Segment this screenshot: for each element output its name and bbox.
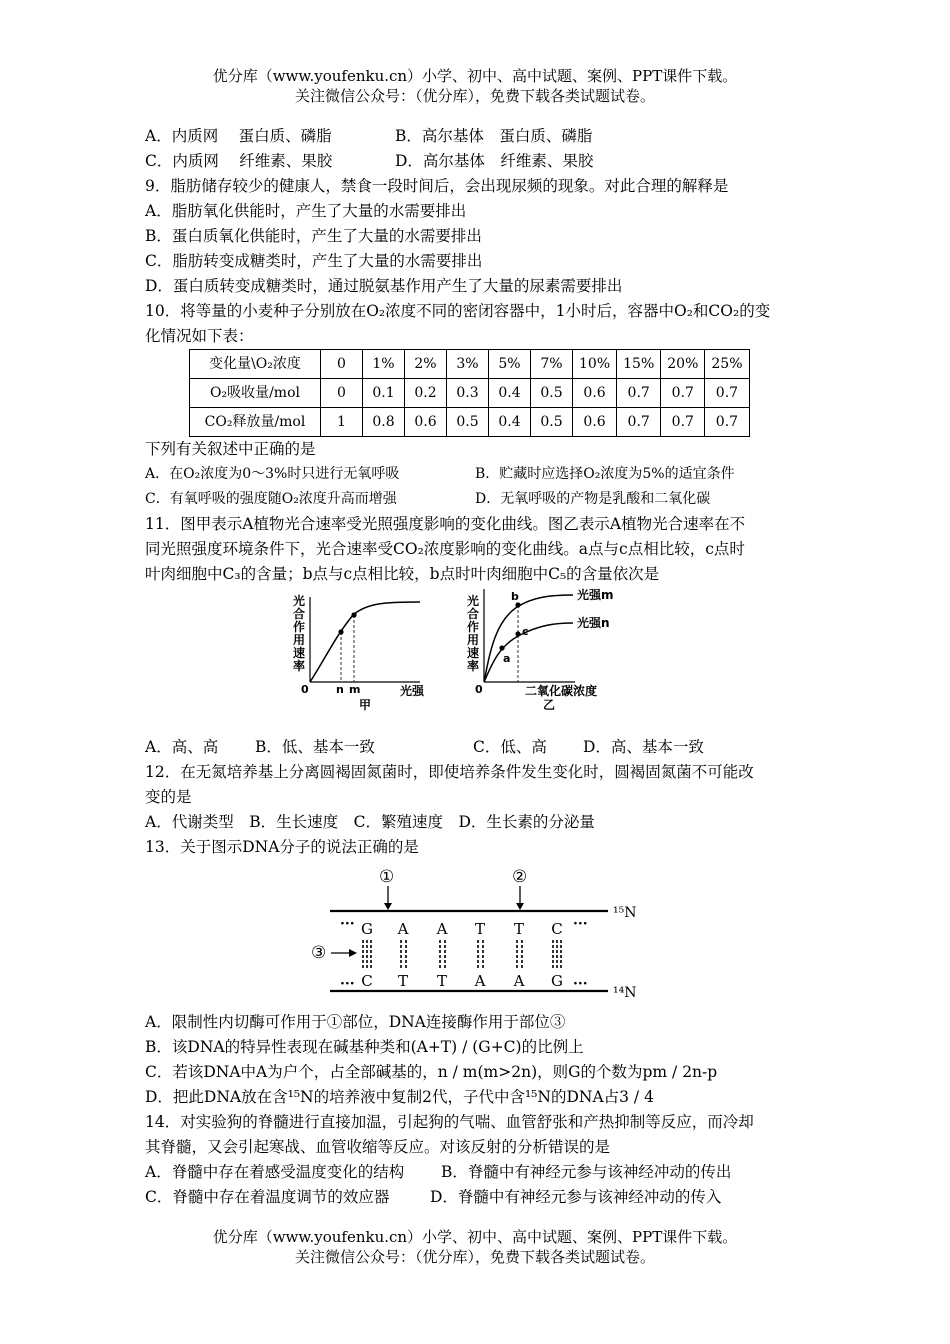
q11-stem-2: 同光照强度环境条件下，光合速率受CO₂浓度影响的变化曲线。a点与c点相比较，c点时	[145, 540, 745, 558]
bottom-strand-label: ¹⁴N	[613, 985, 637, 1001]
q10-row-2	[145, 487, 810, 512]
base: A	[397, 920, 409, 938]
table-cell: 0.8	[363, 408, 405, 437]
header-line-2: 关注微信公众号：（优分库），免费下载各类试题试卷。	[294, 87, 655, 105]
y-label-char: 光	[467, 594, 480, 608]
arrow-2-head	[516, 903, 524, 910]
q9-option-b: B．蛋白质氧化供能时，产生了大量的水需要排出	[145, 227, 482, 245]
q8-option-d: D．高尔基体 纤维素、果胶	[395, 152, 594, 170]
base: T	[436, 972, 448, 990]
table-cell: 0.6	[405, 408, 447, 437]
point-a	[499, 645, 504, 650]
curve-jia	[310, 602, 420, 682]
table-cell: 0.7	[705, 379, 749, 408]
q10-option-c: C．有氧呼吸的强度随O₂浓度升高而增强	[145, 491, 397, 507]
footer-line-1: 优分库（www.youfenku.cn）小学、初中、高中试题、案例、PPT课件下载。	[212, 1228, 738, 1246]
table-cell: 0.7	[705, 408, 749, 437]
q11-option-d: D．高、基本一致	[583, 738, 704, 756]
x-label-jia: 光强	[400, 684, 425, 698]
q13-stem: 13．关于图示DNA分子的说法正确的是	[145, 838, 419, 856]
curve-m	[484, 595, 573, 682]
table-cell: 0	[321, 350, 363, 379]
mark-1: ①	[379, 867, 395, 887]
table-cell: 0.1	[363, 379, 405, 408]
origin-label: 0	[475, 683, 483, 696]
q11-stem-3: 叶肉细胞中C₃的含量；b点与c点相比较，b点时叶肉细胞中C₅的含量依次是	[145, 565, 660, 583]
mark-2: ②	[512, 867, 528, 887]
graph-yi	[467, 587, 614, 712]
dots: ···	[340, 916, 355, 932]
q12-stem-1: 12．在无氮培养基上分离圆褐固氮菌时，即使培养条件发生变化时，圆褐固氮菌不可能改	[145, 763, 754, 781]
q14-option-c: C．脊髓中存在着温度调节的效应器	[145, 1188, 390, 1206]
label-a: a	[503, 652, 511, 665]
q13-option-c: C．若该DNA中A为户个，占全部碱基的，n / m(m>2n)，则G的个数为pm / 2n-p	[145, 1063, 718, 1081]
table-cell: 0.7	[661, 408, 705, 437]
dots: ···	[573, 916, 588, 932]
table-cell: CO₂释放量/mol	[190, 408, 321, 437]
origin-label: 0	[301, 683, 309, 696]
caption-yi: 乙	[543, 698, 556, 712]
y-label-char: 速	[293, 646, 306, 660]
q10-row-1	[145, 462, 810, 487]
table-cell: 0.5	[531, 408, 573, 437]
q14-option-d: D．脊髓中有神经元参与该神经冲动的传入	[430, 1188, 722, 1206]
table-cell: 0	[321, 379, 363, 408]
page-header	[0, 66, 950, 106]
point-c	[515, 631, 520, 636]
arrow-3-head	[349, 949, 357, 957]
header-line-1: 优分库（www.youfenku.cn）小学、初中、高中试题、案例、PPT课件下载。	[212, 67, 738, 85]
table-cell: 15%	[617, 350, 661, 379]
table-cell: 5%	[489, 350, 531, 379]
q10-option-b: B．贮藏时应选择O₂浓度为5%的适宜条件	[475, 466, 735, 482]
table-cell: 0.4	[489, 379, 531, 408]
y-label-char: 作	[293, 620, 306, 634]
table-cell: 10%	[573, 350, 617, 379]
table-cell: 20%	[661, 350, 705, 379]
q12-options: A．代谢类型 B．生长速度 C．繁殖速度 D．生长素的分泌量	[145, 813, 595, 831]
q14-option-a: A．脊髓中存在着感受温度变化的结构	[145, 1163, 405, 1181]
label-c: c	[522, 625, 529, 638]
point-b	[515, 602, 520, 607]
dots: ···	[340, 976, 355, 992]
dna-diagram	[145, 860, 810, 1010]
base: T	[397, 972, 409, 990]
base: T	[513, 920, 525, 938]
dna-figure	[145, 860, 810, 1010]
base: A	[474, 972, 486, 990]
q10-stem-2: 化情况如下表：	[145, 327, 254, 345]
base: G	[361, 920, 373, 938]
caption-jia: 甲	[359, 698, 372, 712]
arrow-1-head	[384, 903, 392, 910]
tick-m-label: m	[349, 683, 361, 696]
base: C	[361, 972, 373, 990]
y-label-char: 光	[293, 594, 306, 608]
photosynthesis-figure	[145, 587, 810, 735]
oxygen-table	[189, 349, 750, 437]
base: C	[551, 920, 563, 938]
q10-option-d: D．无氧呼吸的产物是乳酸和二氧化碳	[475, 491, 711, 507]
page-footer	[0, 1227, 950, 1267]
point-n	[338, 629, 343, 634]
q13-option-b: B．该DNA的特异性表现在碱基种类和(A+T) / (G+C)的比例上	[145, 1038, 584, 1056]
q14-stem-2: 其脊髓，又会引起寒战、血管收缩等反应。对该反射的分析错误的是	[145, 1138, 611, 1156]
base: T	[474, 920, 486, 938]
curve-n-label: 光强n	[577, 616, 610, 630]
table-cell: 1%	[363, 350, 405, 379]
table-cell: 0.7	[617, 379, 661, 408]
top-strand-label: ¹⁵N	[613, 905, 637, 921]
y-label-char: 率	[293, 659, 306, 673]
q11-option-c: C．低、高	[473, 738, 547, 756]
table-cell: O₂吸收量/mol	[190, 379, 321, 408]
q9-option-d: D．蛋白质转变成糖类时，通过脱氨基作用产生了大量的尿素需要排出	[145, 277, 623, 295]
y-label-char: 用	[467, 633, 480, 647]
q9-option-a: A．脂肪氧化供能时，产生了大量的水需要排出	[145, 202, 467, 220]
curve-m-label: 光强m	[577, 588, 614, 602]
table-cell: 0.7	[661, 379, 705, 408]
tick-n-label: n	[336, 683, 344, 696]
table-cell: 1	[321, 408, 363, 437]
table-cell: 7%	[531, 350, 573, 379]
y-label-char: 合	[293, 607, 306, 621]
q9-stem: 9．脂肪储存较少的健康人，禁食一段时间后，会出现尿频的现象。对此合理的解释是	[145, 177, 729, 195]
q12-stem-2: 变的是	[145, 788, 192, 806]
q10-stem-1: 10．将等量的小麦种子分别放在O₂浓度不同的密闭容器中，1小时后，容器中O₂和CO₂的变	[145, 302, 771, 320]
table-cell: 3%	[447, 350, 489, 379]
q8-option-c: C．内质网 纤维素、果胶	[145, 152, 333, 170]
table-cell: 0.3	[447, 379, 489, 408]
q10-option-a: A．在O₂浓度为0～3%时只进行无氧呼吸	[145, 466, 400, 482]
table-cell: 0.4	[489, 408, 531, 437]
q10-after: 下列有关叙述中正确的是	[145, 440, 316, 458]
table-cell: 25%	[705, 350, 749, 379]
dots: ···	[573, 976, 588, 992]
q13-option-a: A．限制性内切酶可作用于①部位，DNA连接酶作用于部位③	[145, 1013, 566, 1031]
y-label-char: 率	[467, 659, 480, 673]
base: A	[513, 972, 525, 990]
q8-option-b: B．高尔基体 蛋白质、磷脂	[395, 127, 593, 145]
photosynthesis-graphs	[145, 587, 810, 735]
base: G	[551, 972, 563, 990]
exam-content	[145, 124, 810, 1210]
q11-stem-1: 11．图甲表示A植物光合速率受光照强度影响的变化曲线。图乙表示A植物光合速率在不	[145, 515, 746, 533]
q8-row-2	[145, 149, 810, 174]
q11-option-a: A．高、高	[145, 738, 219, 756]
q9-option-c: C．脂肪转变成糖类时，产生了大量的水需要排出	[145, 252, 483, 270]
q14-row-2	[145, 1185, 810, 1210]
table-cell: 0.6	[573, 379, 617, 408]
q11-options	[145, 735, 810, 760]
table-row	[190, 379, 750, 408]
table-cell: 变化量\O₂浓度	[190, 350, 321, 379]
q14-option-b: B．脊髓中有神经元参与该神经冲动的传出	[441, 1163, 732, 1181]
y-label-char: 作	[467, 620, 480, 634]
table-cell: 2%	[405, 350, 447, 379]
hydrogen-bonds	[363, 940, 561, 970]
q13-option-d: D．把此DNA放在含¹⁵N的培养液中复制2代，子代中含¹⁵N的DNA占3 / 4	[145, 1088, 654, 1106]
y-label-char: 用	[293, 633, 306, 647]
footer-line-2: 关注微信公众号：（优分库），免费下载各类试题试卷。	[294, 1248, 655, 1266]
mark-3: ③	[311, 943, 327, 963]
table-cell: 0.6	[573, 408, 617, 437]
y-label-char: 合	[467, 607, 480, 621]
q14-row-1	[145, 1160, 810, 1185]
table-cell: 0.2	[405, 379, 447, 408]
table-cell: 0.5	[531, 379, 573, 408]
q11-option-b: B．低、基本一致	[255, 738, 375, 756]
q8-row-1	[145, 124, 810, 149]
base: A	[436, 920, 448, 938]
label-b: b	[511, 590, 519, 603]
table-header-row	[190, 350, 750, 379]
point-m	[351, 612, 356, 617]
x-label-yi: 二氧化碳浓度	[525, 684, 598, 698]
table-cell: 0.5	[447, 408, 489, 437]
table-cell: 0.7	[617, 408, 661, 437]
table-row	[190, 408, 750, 437]
bottom-bases	[361, 972, 563, 990]
q8-option-a: A．内质网 蛋白质、磷脂	[145, 127, 332, 145]
graph-jia	[293, 593, 425, 712]
y-label-char: 速	[467, 646, 480, 660]
top-bases	[361, 920, 563, 938]
q14-stem-1: 14．对实验狗的脊髓进行直接加温，引起狗的气喘、血管舒张和产热抑制等反应，而冷却	[145, 1113, 754, 1131]
